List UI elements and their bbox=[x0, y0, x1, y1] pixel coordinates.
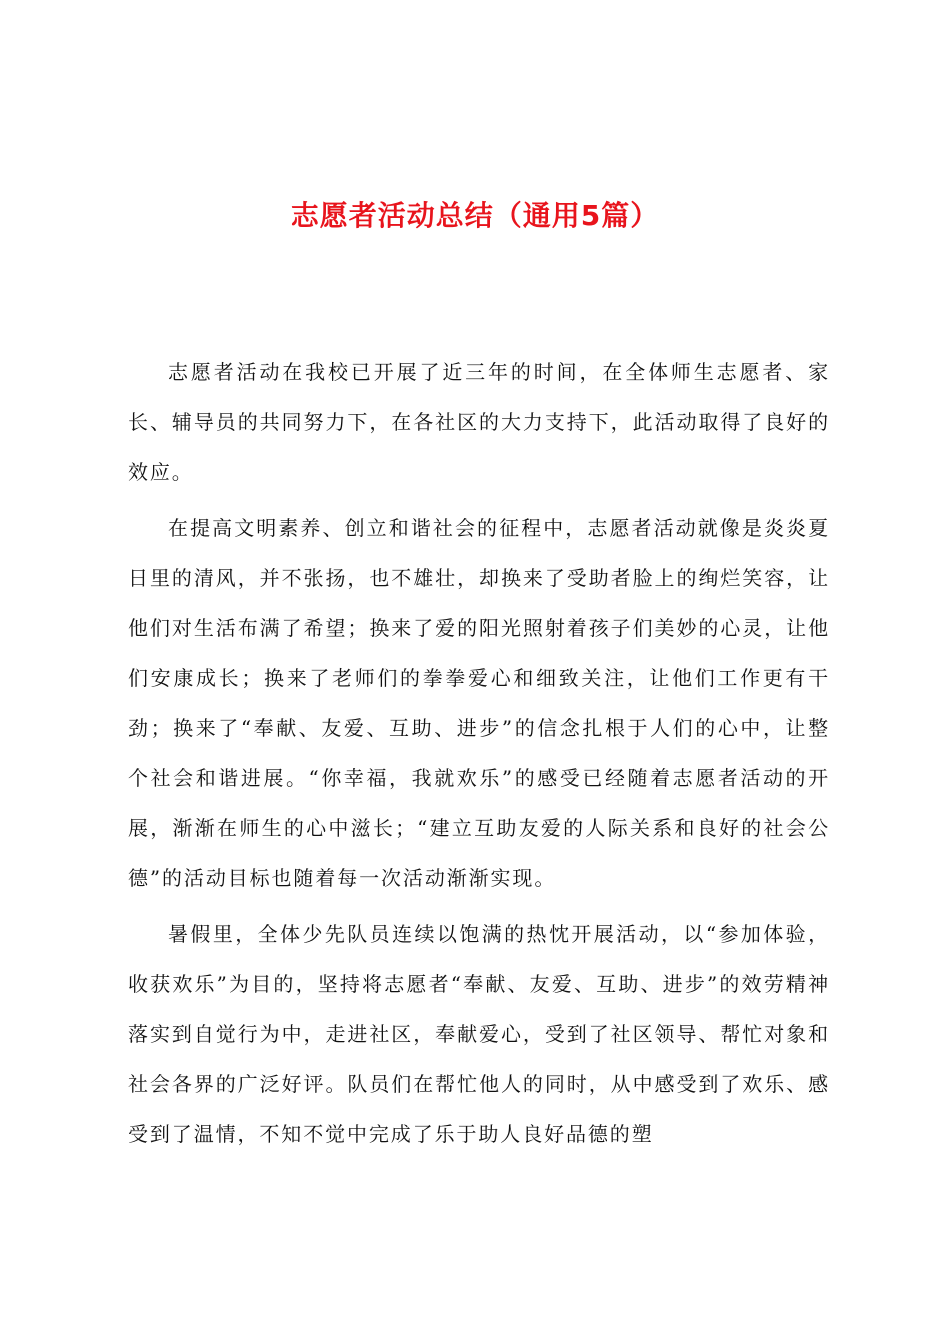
document-body bbox=[128, 347, 830, 1165]
document-title: 志愿者活动总结（通用5篇） bbox=[290, 199, 660, 232]
body-paragraph-2: 在提高文明素养、创立和谐社会的征程中，志愿者活动就像是炎炎夏日里的清风，并不张扬，也不雄壮，却换来了受助者脸上的绚烂笑容，让他们对生活布满了希望；换来了爱的阳光照射着孩子们美妙的心灵，让他们安康成长；换来了老师们的拳拳爱心和细致关注，让他们工作更有干劲；换来了“奉献、友爱、互助、进步”的信念扎根于人们的心中，让整个社会和谐进展。“你幸福，我就欢乐”的感受已经随着志愿者活动的开展，渐渐在师生的心中滋长；“建立互助友爱的人际关系和良好的社会公德”的活动目标也随着每一次活动渐渐实现。 bbox=[128, 516, 830, 890]
body-paragraph-1: 志愿者活动在我校已开展了近三年的时间，在全体师生志愿者、家长、辅导员的共同努力下，在各社区的大力支持下，此活动取得了良好的效应。 bbox=[128, 360, 830, 484]
body-paragraph-3: 暑假里，全体少先队员连续以饱满的热忱开展活动，以“参加体验，收获欢乐”为目的，坚持将志愿者“奉献、友爱、互助、进步”的效劳精神落实到自觉行为中，走进社区，奉献爱心，受到了社区领导、帮忙对象和社会各界的广泛好评。队员们在帮忙他人的同时，从中感受到了欢乐、感受到了温情，不知不觉中完成了乐于助人良好品德的塑 bbox=[128, 922, 830, 1146]
